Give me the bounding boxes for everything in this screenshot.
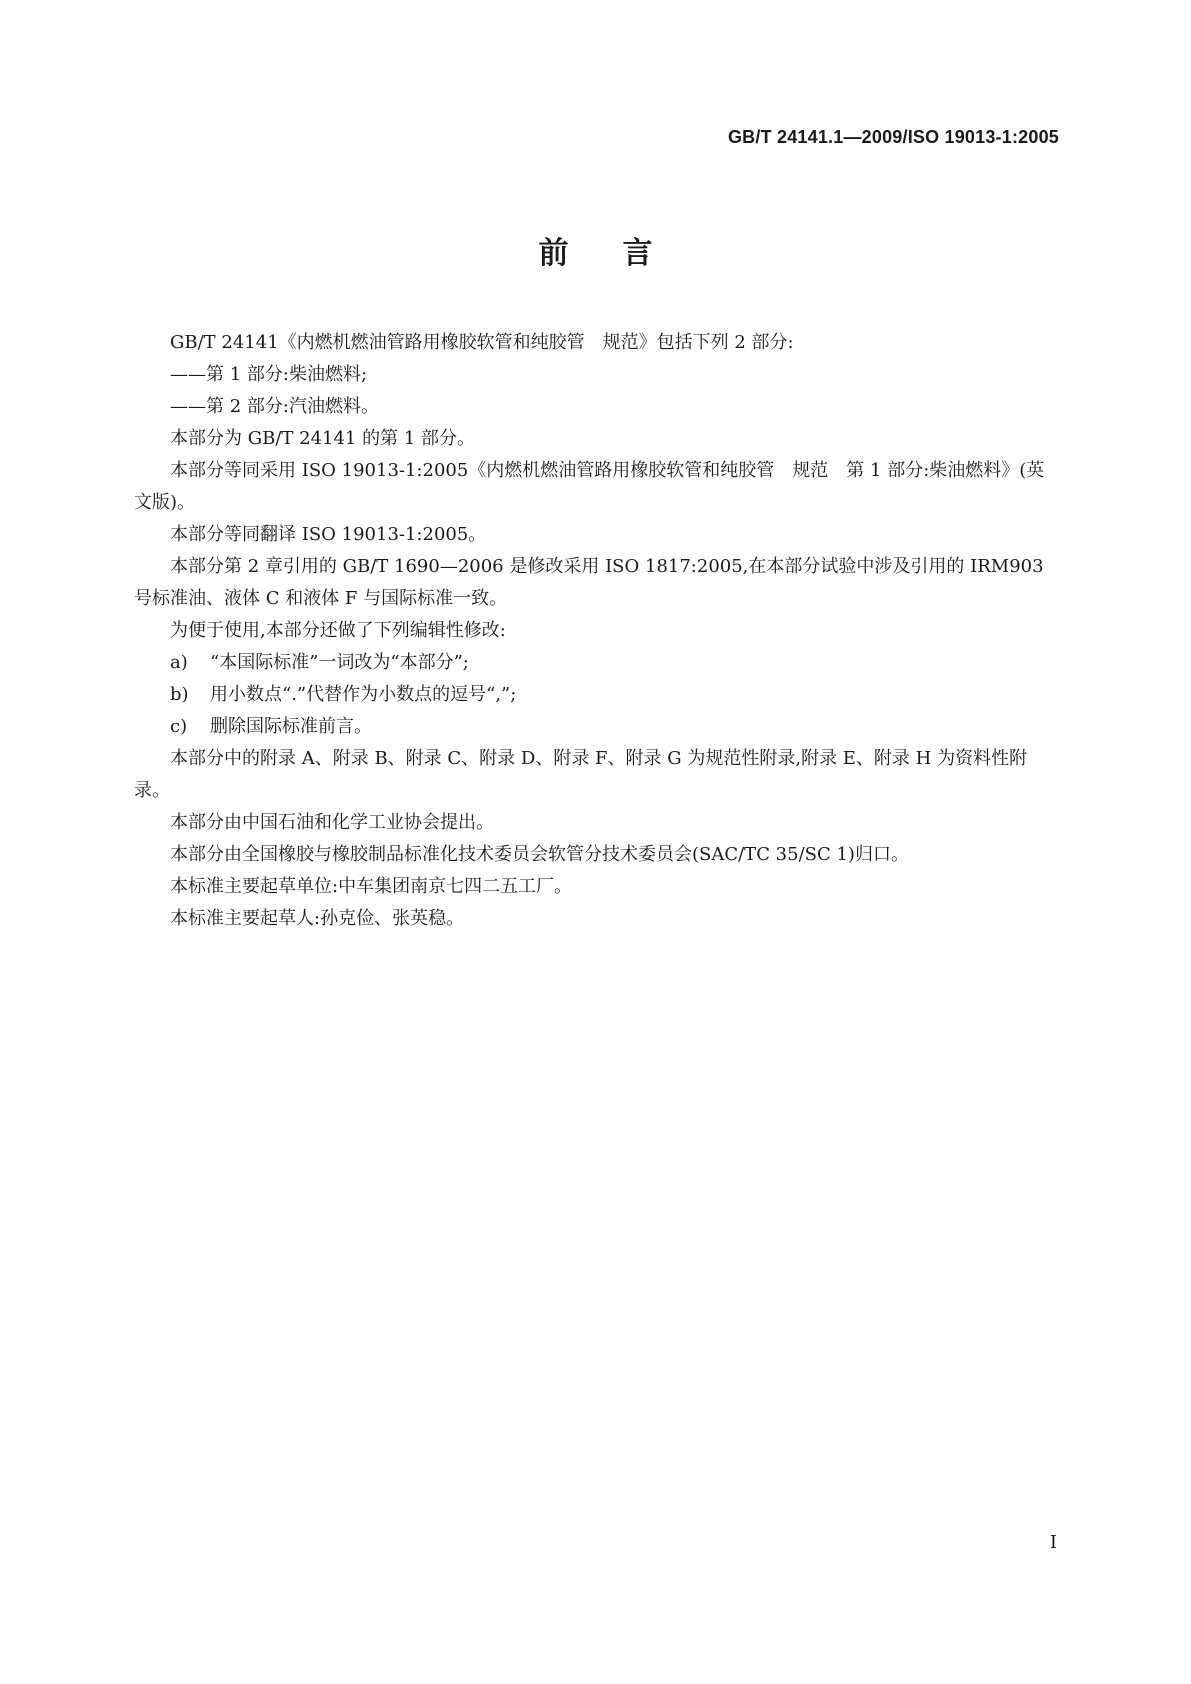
- paragraph: 本部分由全国橡胶与橡胶制品标准化技术委员会软管分技术委员会(SAC/TC 35/SC 1)归口。: [170, 844, 909, 865]
- paragraph: GB/T 24141《内燃机燃油管路用橡胶软管和纯胶管 规范》包括下列 2 部分:: [170, 332, 794, 353]
- list-item-mark: b): [170, 684, 189, 705]
- page-number: I: [1049, 1532, 1057, 1553]
- list-item-mark: a): [170, 652, 188, 673]
- paragraph: 本部分等同翻译 ISO 19013-1:2005。: [170, 524, 487, 545]
- page-title: 前言: [538, 236, 707, 271]
- foreword-body: [134, 327, 1058, 935]
- paragraph: 本部分为 GB/T 24141 的第 1 部分。: [170, 428, 475, 449]
- list-item-text: 用小数点“.”代替作为小数点的逗号“,”;: [210, 684, 517, 705]
- list-item: [134, 647, 1058, 679]
- paragraph: 本标准主要起草人:孙克俭、张英稳。: [170, 908, 465, 929]
- paragraph: 本标准主要起草单位:中车集团南京七四二五工厂。: [170, 876, 573, 897]
- paragraph: 本部分第 2 章引用的 GB/T 1690—2006 是修改采用 ISO 1817:2005,在本部分试验中涉及引用的 IRM903 号标准油、液体 C 和液体 F 与国际标准一致。: [134, 556, 1044, 609]
- paragraph: 本部分中的附录 A、附录 B、附录 C、附录 D、附录 F、附录 G 为规范性附录,附录 E、附录 H 为资料性附录。: [134, 748, 1028, 801]
- list-item-mark: c): [170, 716, 188, 737]
- list-item: [134, 711, 1058, 743]
- dash-item: ——第 2 部分:汽油燃料。: [170, 396, 379, 417]
- list-item-text: “本国际标准”一词改为“本部分”;: [210, 652, 469, 673]
- list-item: [134, 679, 1058, 711]
- list-item-text: 删除国际标准前言。: [210, 716, 372, 737]
- dash-item: ——第 1 部分:柴油燃料;: [170, 364, 368, 385]
- paragraph: 本部分等同采用 ISO 19013-1:2005《内燃机燃油管路用橡胶软管和纯胶管 规范 第 1 部分:柴油燃料》(英文版)。: [134, 460, 1045, 513]
- paragraph: 本部分由中国石油和化学工业协会提出。: [170, 812, 494, 833]
- paragraph: 为便于使用,本部分还做了下列编辑性修改:: [170, 620, 506, 641]
- standard-code: GB/T 24141.1—2009/ISO 19013-1:2005: [727, 127, 1059, 147]
